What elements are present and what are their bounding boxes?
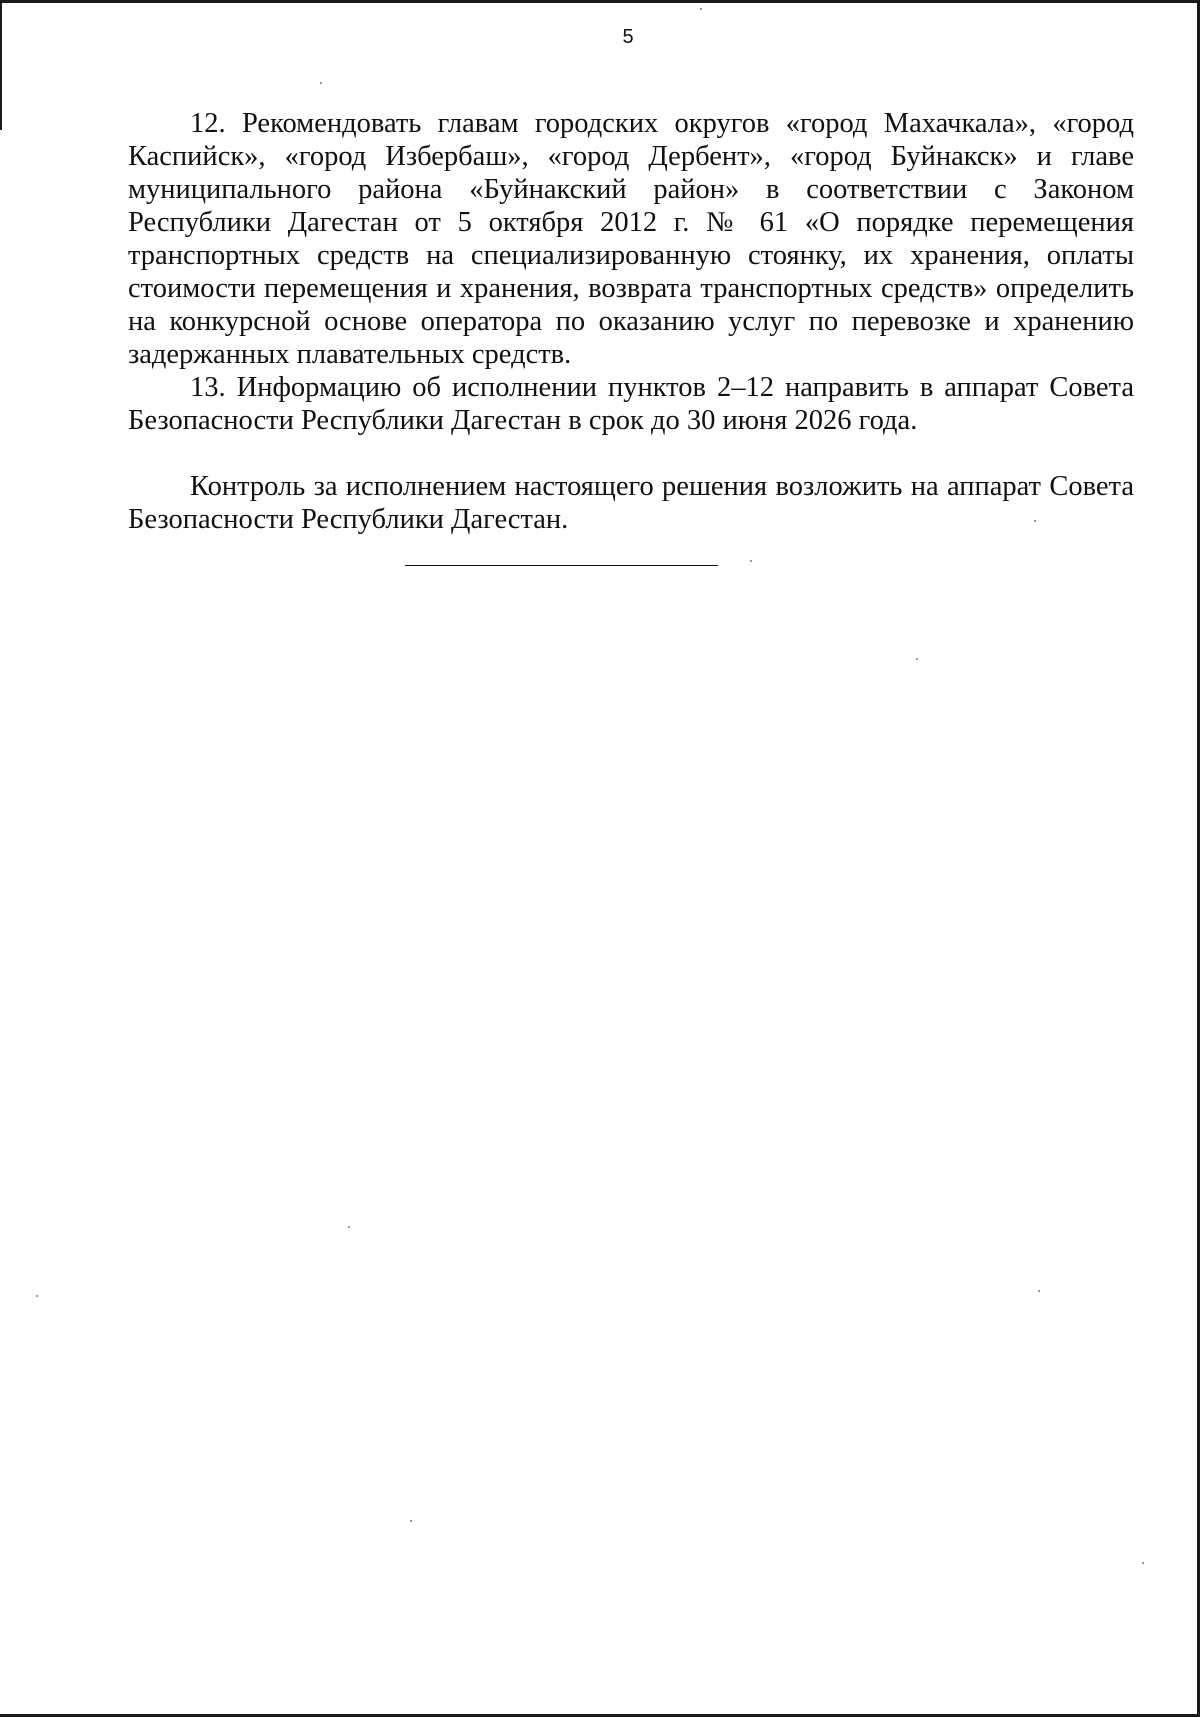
scan-speck — [320, 82, 322, 84]
scan-speck — [410, 1520, 412, 1522]
page-number: 5 — [622, 26, 634, 48]
scan-edge-top — [0, 0, 1200, 3]
scan-speck — [36, 1295, 38, 1297]
scan-speck — [1034, 520, 1036, 522]
document-body — [128, 107, 1134, 536]
scan-edge-left — [0, 0, 2, 130]
paragraph-control-clause: Контроль за исполнением настоящего решения возложить на аппарат Совета Безопасности Республики Дагестан. — [128, 471, 1134, 535]
scan-speck — [348, 1226, 350, 1228]
scan-speck — [700, 8, 702, 10]
scan-speck — [750, 560, 752, 562]
scan-speck — [1142, 1562, 1144, 1564]
paragraph-item-12: 12. Рекомендовать главам городских округов «город Махачкала», «город Каспийск», «город Избербаш», «город Дербент», «город Буйнакск» и главе муниципального района «Буйнакский район» в соответствии с Законом Республики Дагестан от 5 октября 2012 г. № 61 «О порядке перемещения транспортных средств на специализированную стоянку, их хранения, оплаты стоимости перемещения и хранения, возврата транспортных средств» определить на конкурсной основе оператора по оказанию услуг по перевозке и хранению задержанных плавательных средств. — [128, 108, 1134, 370]
scan-speck — [1038, 1290, 1040, 1292]
closing-divider-line — [405, 565, 718, 566]
paragraph-item-13: 13. Информацию об исполнении пунктов 2–12 направить в аппарат Совета Безопасности Республики Дагестан в срок до 30 июня 2026 года. — [128, 372, 1134, 436]
scan-speck — [916, 658, 918, 660]
